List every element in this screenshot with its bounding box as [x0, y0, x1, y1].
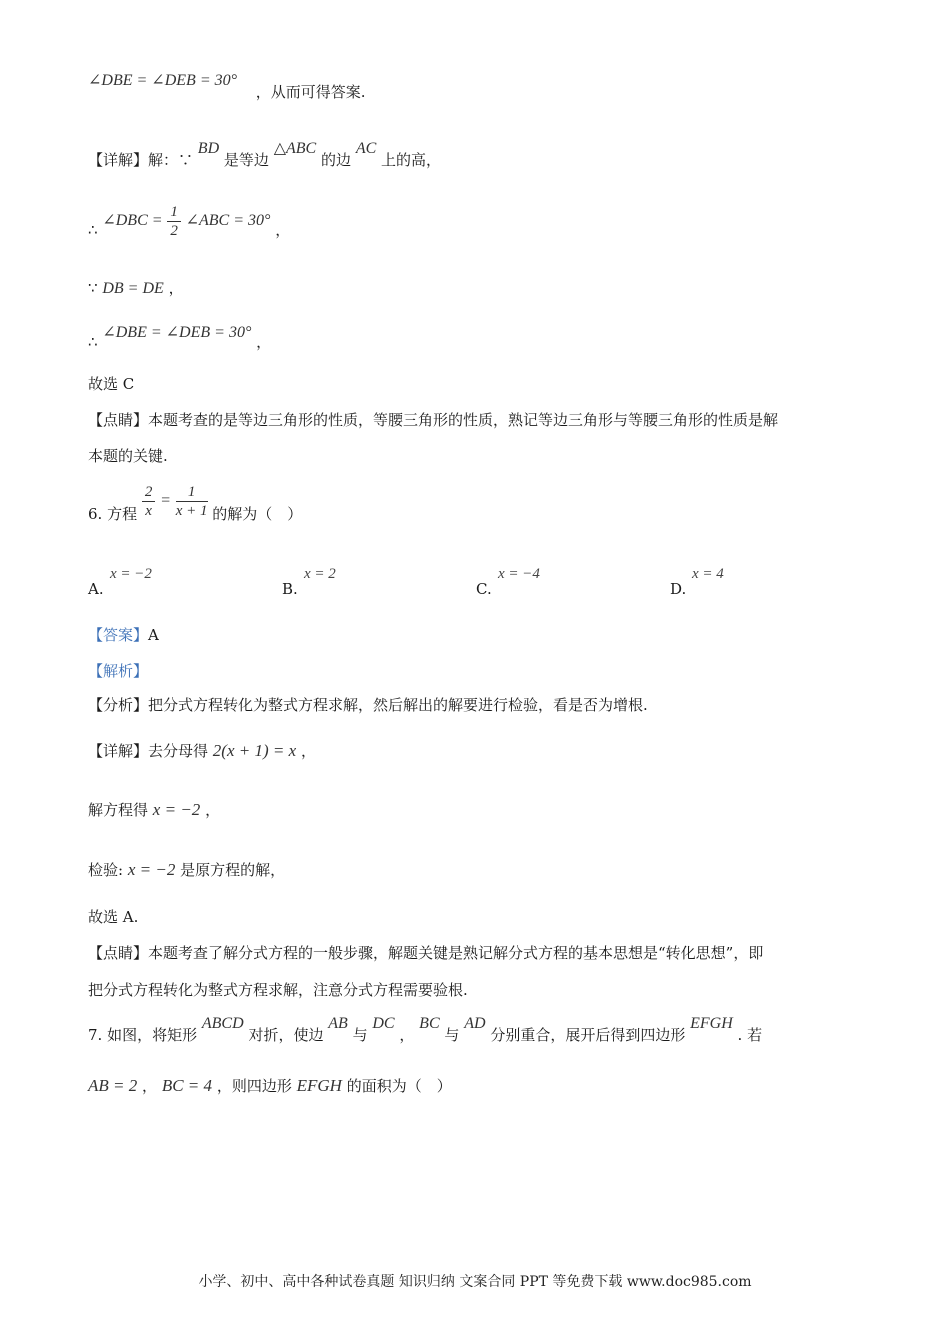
math-angle-abc: ∠ABC = 30°: [185, 212, 271, 229]
line-2: [88, 140, 442, 171]
dianjing-line-1: 【点睛】本题考查了解分式方程的一般步骤，解题关键是熟记解分式方程的基本思想是“转化思想”，即: [88, 944, 764, 962]
math-ab: AB: [328, 1015, 348, 1032]
text-segment: 7. 如图，将矩形: [88, 1026, 198, 1044]
text-segment: 对折，使边: [248, 1026, 324, 1044]
line-4: [88, 278, 184, 299]
math-db-de: DB = DE: [102, 280, 164, 297]
question-7-line-2: [88, 1076, 452, 1096]
because-symbol: ∵: [88, 279, 98, 297]
fenxi-line: 【分析】把分式方程转化为整式方程求解，然后解出的解要进行检验，看是否为增根.: [88, 696, 648, 714]
math-bc: BC: [419, 1015, 440, 1032]
check-line: [88, 860, 285, 880]
math-angle-dbe: ∠DBE = ∠DEB = 30°: [102, 324, 252, 341]
text-conclusion: ，从而可得答案.: [255, 83, 366, 101]
math-angle-equality: ∠DBE = ∠DEB = 30°: [88, 72, 238, 89]
math-solution: x = −2: [152, 800, 201, 819]
detail-line: [88, 741, 316, 761]
solve-line: [88, 800, 220, 820]
option-label: C.: [476, 580, 492, 598]
line-5: [88, 322, 272, 351]
page-footer: 小学、初中、高中各种试卷真题 知识归纳 文案合同 PPT 等免费下载 www.doc985.com: [198, 1274, 752, 1290]
text-segment: 的面积为（ ）: [346, 1077, 452, 1095]
therefore-symbol: ∴: [88, 221, 98, 239]
text-segment: 解方程得: [88, 801, 149, 819]
text-segment: 与: [352, 1026, 368, 1044]
text-segment: ，: [275, 221, 291, 239]
text-segment: 是原方程的解，: [180, 861, 286, 879]
equals-sign: =: [160, 492, 171, 509]
detail-tag: 【详解】去分母得: [88, 742, 209, 760]
question-6-suffix: 的解为（ ）: [212, 505, 303, 523]
math-solution: x = −2: [127, 860, 176, 879]
math-ac: AC: [355, 140, 377, 157]
text-segment: ，: [205, 801, 221, 819]
question-6-number: 6. 方程: [88, 505, 138, 523]
text-segment: 是等边: [223, 151, 269, 169]
math-bc-eq-4: BC = 4: [161, 1076, 213, 1095]
analysis-tag: 【解析】: [88, 662, 149, 680]
dianjing-line-2: 把分式方程转化为整式方程求解，注意分式方程需要验根.: [88, 981, 468, 999]
math-ab-eq-2: AB = 2: [88, 1076, 138, 1095]
answer-value: A: [148, 626, 159, 644]
text-segment: ，则四边形: [216, 1077, 292, 1095]
fraction-numerator: 2: [142, 483, 156, 502]
dianjing-line-1: 【点睛】本题考查的是等边三角形的性质，等腰三角形的性质，熟记等边三角形与等腰三角形的性质是解: [88, 411, 779, 429]
question-6: [88, 480, 302, 521]
text-segment: ，: [142, 1077, 158, 1095]
option-value: x = 2: [304, 566, 336, 582]
text-segment: 与: [444, 1026, 460, 1044]
math-cleared-equation: 2(x + 1) = x: [212, 741, 297, 760]
option-label: A.: [88, 580, 104, 598]
text-segment: ，: [399, 1026, 415, 1044]
therefore-symbol: ∴: [88, 333, 98, 351]
text-segment: ，: [300, 742, 316, 760]
text-segment: 上的高，: [381, 151, 442, 169]
fraction-numerator: 1: [167, 203, 181, 222]
math-bd: BD: [197, 140, 220, 157]
fraction-1-over-x-plus-1: [176, 483, 208, 520]
line-1: [88, 72, 366, 103]
text-segment: . 若: [737, 1026, 763, 1044]
option-value: x = −2: [110, 566, 152, 582]
math-ad: AD: [464, 1015, 486, 1032]
dianjing-line-2: 本题的关键.: [88, 447, 168, 465]
option-value: x = 4: [692, 566, 724, 582]
math-efgh: EFGH: [690, 1015, 733, 1032]
question-7-line-1: [88, 1015, 763, 1046]
text-segment: ，: [168, 279, 184, 297]
math-triangle-abc: △ABC: [273, 140, 317, 157]
math-abcd: ABCD: [201, 1015, 244, 1032]
answer-tag: 【答案】: [88, 626, 149, 644]
math-dc: DC: [372, 1015, 395, 1032]
fraction-2-over-x: [142, 483, 156, 520]
fraction-denominator: 2: [170, 222, 178, 239]
math-angle-dbc: ∠DBC =: [102, 212, 163, 229]
fraction-denominator: x: [145, 502, 152, 519]
math-efgh: EFGH: [296, 1076, 342, 1095]
text-segment: ，: [256, 333, 272, 351]
option-label: D.: [670, 580, 687, 598]
text-segment: 分别重合，展开后得到四边形: [490, 1026, 686, 1044]
line-3: [88, 200, 290, 241]
choice-a-line: 故选 A.: [88, 908, 139, 926]
text-segment: 检验:: [88, 861, 124, 879]
choice-c-line: 故选 C: [88, 375, 135, 393]
fraction-denominator: x + 1: [175, 502, 208, 519]
option-label: B.: [282, 580, 298, 598]
detail-tag: 【详解】解：∵: [88, 151, 194, 169]
fraction-one-half: [167, 203, 181, 240]
option-value: x = −4: [498, 566, 540, 582]
answer-line: [88, 625, 159, 645]
text-segment: 的边: [321, 151, 352, 169]
fraction-numerator: 1: [176, 483, 208, 502]
